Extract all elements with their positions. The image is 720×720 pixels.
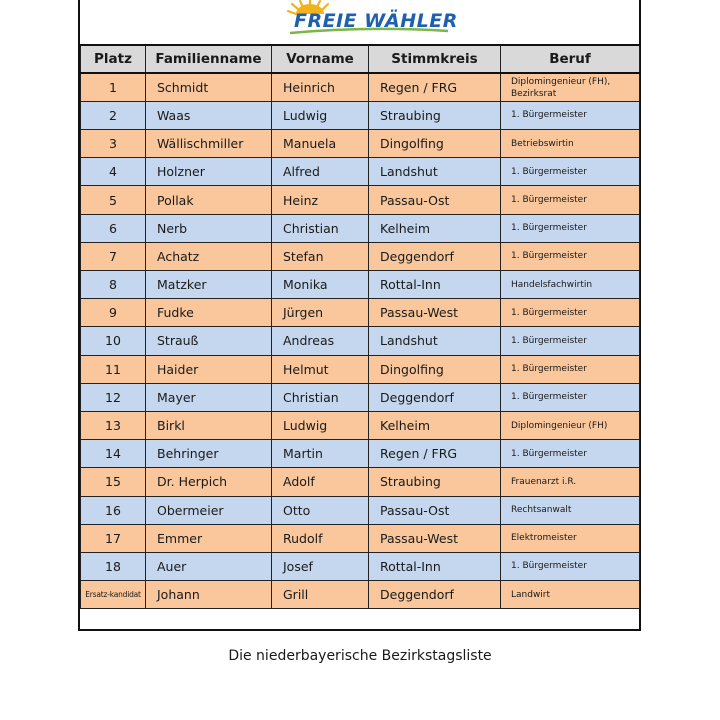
cell-beruf: 1. Bürgermeister	[501, 158, 640, 186]
cell-familienname: Auer	[146, 552, 272, 580]
table-row	[81, 496, 640, 524]
cell-stimmkreis: Deggendorf	[369, 383, 501, 411]
header-beruf: Beruf	[501, 45, 640, 73]
cell-beruf: Diplomingenieur (FH), Bezirksrat	[501, 73, 640, 101]
cell-vorname: Otto	[272, 496, 369, 524]
cell-vorname: Christian	[272, 214, 369, 242]
cell-stimmkreis: Regen / FRG	[369, 440, 501, 468]
table-row	[81, 327, 640, 355]
cell-beruf: Landwirt	[501, 581, 640, 609]
cell-familienname: Birkl	[146, 411, 272, 439]
cell-beruf: 1. Bürgermeister	[501, 299, 640, 327]
cell-familienname: Waas	[146, 101, 272, 129]
cell-beruf: 1. Bürgermeister	[501, 186, 640, 214]
cell-vorname: Ludwig	[272, 411, 369, 439]
cell-platz: 14	[81, 440, 146, 468]
table-row	[81, 524, 640, 552]
table-row	[81, 214, 640, 242]
cell-platz: 5	[81, 186, 146, 214]
cell-stimmkreis: Passau-West	[369, 524, 501, 552]
cell-familienname: Dr. Herpich	[146, 468, 272, 496]
cell-platz: 3	[81, 130, 146, 158]
cell-beruf: 1. Bürgermeister	[501, 355, 640, 383]
cell-stimmkreis: Passau-West	[369, 299, 501, 327]
cell-beruf: Rechtsanwalt	[501, 496, 640, 524]
cell-stimmkreis: Landshut	[369, 158, 501, 186]
header-stimmkreis: Stimmkreis	[369, 45, 501, 73]
cell-platz: 11	[81, 355, 146, 383]
cell-stimmkreis: Dingolfing	[369, 355, 501, 383]
table-row	[81, 186, 640, 214]
cell-familienname: Matzker	[146, 271, 272, 299]
cell-beruf: Elektromeister	[501, 524, 640, 552]
cell-stimmkreis: Rottal-Inn	[369, 552, 501, 580]
candidate-list-sheet	[78, 0, 641, 631]
cell-platz: 1	[81, 73, 146, 101]
cell-familienname: Haider	[146, 355, 272, 383]
cell-beruf: Handelsfachwirtin	[501, 271, 640, 299]
cell-beruf: 1. Bürgermeister	[501, 242, 640, 270]
cell-platz: 7	[81, 242, 146, 270]
cell-platz: 16	[81, 496, 146, 524]
table-row	[81, 130, 640, 158]
cell-stimmkreis: Passau-Ost	[369, 496, 501, 524]
cell-beruf: Betriebswirtin	[501, 130, 640, 158]
cell-platz: 9	[81, 299, 146, 327]
cell-stimmkreis: Landshut	[369, 327, 501, 355]
cell-platz: 17	[81, 524, 146, 552]
cell-familienname: Mayer	[146, 383, 272, 411]
cell-familienname: Fudke	[146, 299, 272, 327]
cell-stimmkreis: Straubing	[369, 468, 501, 496]
cell-stimmkreis: Deggendorf	[369, 581, 501, 609]
header-familienname: Familienname	[146, 45, 272, 73]
cell-vorname: Adolf	[272, 468, 369, 496]
candidate-table	[80, 44, 640, 609]
table-row	[81, 271, 640, 299]
cell-familienname: Behringer	[146, 440, 272, 468]
cell-stimmkreis: Straubing	[369, 101, 501, 129]
cell-platz: 13	[81, 411, 146, 439]
cell-vorname: Christian	[272, 383, 369, 411]
header-vorname: Vorname	[272, 45, 369, 73]
cell-beruf: Frauenarzt i.R.	[501, 468, 640, 496]
cell-beruf: 1. Bürgermeister	[501, 327, 640, 355]
cell-beruf: 1. Bürgermeister	[501, 552, 640, 580]
cell-familienname: Emmer	[146, 524, 272, 552]
table-row	[81, 468, 640, 496]
table-header-row	[81, 45, 640, 73]
cell-vorname: Grill	[272, 581, 369, 609]
cell-beruf: 1. Bürgermeister	[501, 214, 640, 242]
cell-stimmkreis: Kelheim	[369, 411, 501, 439]
freie-waehler-logo	[270, 0, 470, 40]
cell-familienname: Schmidt	[146, 73, 272, 101]
table-row	[81, 158, 640, 186]
cell-platz: 12	[81, 383, 146, 411]
cell-familienname: Nerb	[146, 214, 272, 242]
cell-vorname: Monika	[272, 271, 369, 299]
cell-vorname: Rudolf	[272, 524, 369, 552]
header-platz: Platz	[81, 45, 146, 73]
table-row	[81, 383, 640, 411]
table-row	[81, 411, 640, 439]
cell-vorname: Josef	[272, 552, 369, 580]
cell-platz: 15	[81, 468, 146, 496]
cell-beruf: 1. Bürgermeister	[501, 101, 640, 129]
logo-text: FREIE WÄHLER	[294, 10, 458, 32]
cell-stimmkreis: Passau-Ost	[369, 186, 501, 214]
table-row	[81, 242, 640, 270]
cell-platz: Ersatz-kandidat	[81, 581, 146, 609]
table-row	[81, 581, 640, 609]
cell-familienname: Pollak	[146, 186, 272, 214]
cell-platz: 10	[81, 327, 146, 355]
cell-vorname: Jürgen	[272, 299, 369, 327]
cell-familienname: Strauß	[146, 327, 272, 355]
table-row	[81, 299, 640, 327]
table-row	[81, 355, 640, 383]
cell-beruf: 1. Bürgermeister	[501, 383, 640, 411]
cell-stimmkreis: Dingolfing	[369, 130, 501, 158]
cell-platz: 4	[81, 158, 146, 186]
cell-stimmkreis: Regen / FRG	[369, 73, 501, 101]
cell-stimmkreis: Deggendorf	[369, 242, 501, 270]
cell-vorname: Ludwig	[272, 101, 369, 129]
cell-vorname: Andreas	[272, 327, 369, 355]
cell-beruf: Diplomingenieur (FH)	[501, 411, 640, 439]
cell-beruf: 1. Bürgermeister	[501, 440, 640, 468]
table-row	[81, 101, 640, 129]
cell-vorname: Martin	[272, 440, 369, 468]
cell-vorname: Helmut	[272, 355, 369, 383]
cell-platz: 18	[81, 552, 146, 580]
cell-familienname: Obermeier	[146, 496, 272, 524]
cell-vorname: Manuela	[272, 130, 369, 158]
cell-platz: 6	[81, 214, 146, 242]
cell-familienname: Achatz	[146, 242, 272, 270]
cell-familienname: Holzner	[146, 158, 272, 186]
cell-vorname: Alfred	[272, 158, 369, 186]
cell-vorname: Heinrich	[272, 73, 369, 101]
table-row	[81, 552, 640, 580]
cell-stimmkreis: Kelheim	[369, 214, 501, 242]
cell-stimmkreis: Rottal-Inn	[369, 271, 501, 299]
table-row	[81, 440, 640, 468]
cell-vorname: Stefan	[272, 242, 369, 270]
cell-vorname: Heinz	[272, 186, 369, 214]
page-caption: Die niederbayerische Bezirkstagsliste	[228, 648, 492, 664]
cell-platz: 8	[81, 271, 146, 299]
cell-platz: 2	[81, 101, 146, 129]
cell-familienname: Wällischmiller	[146, 130, 272, 158]
cell-familienname: Johann	[146, 581, 272, 609]
table-row	[81, 73, 640, 101]
